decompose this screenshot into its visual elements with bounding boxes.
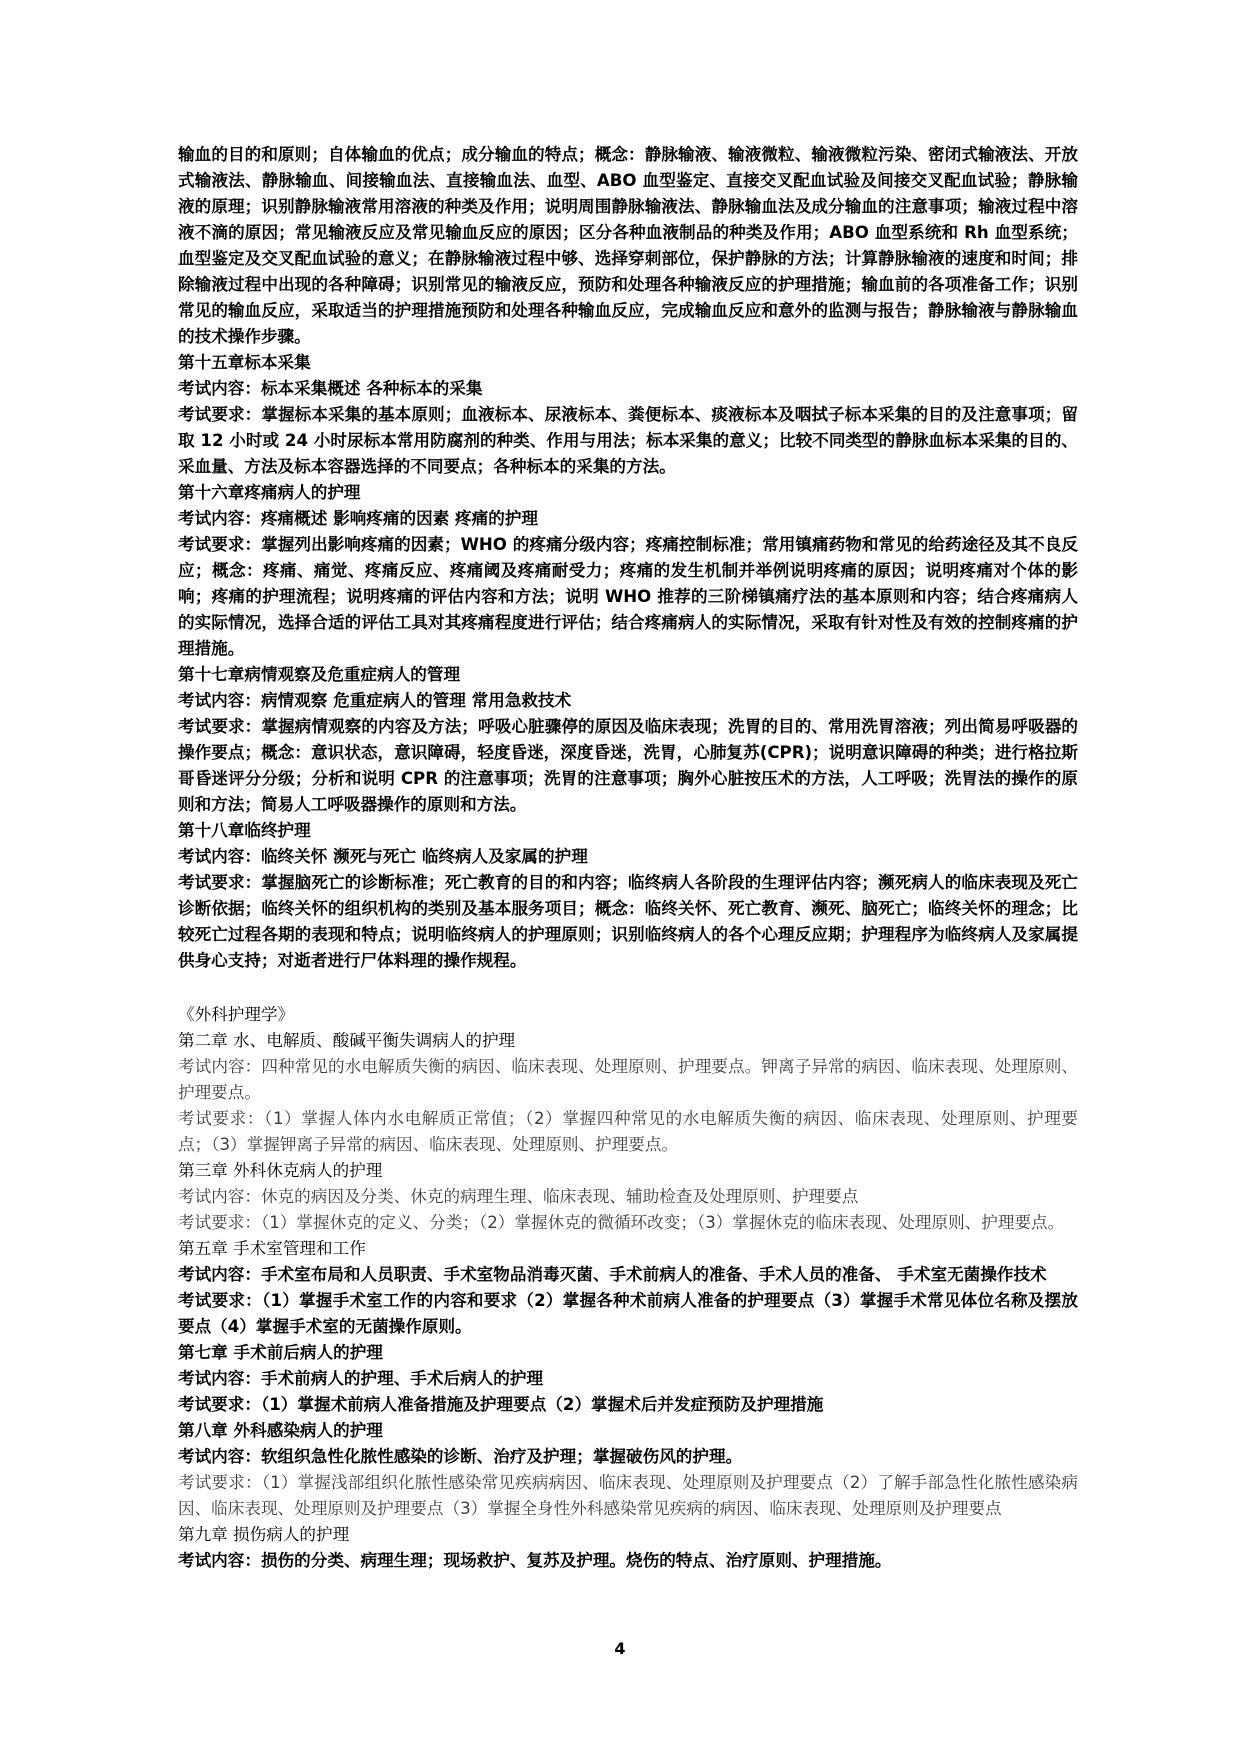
chapter-heading-5: 第五章 手术室管理和工作 bbox=[178, 1239, 366, 1258]
page-content bbox=[178, 142, 1078, 1574]
chapter-heading-8: 第八章 外科感染病人的护理 bbox=[178, 1421, 383, 1440]
exam-requirements-18: 考试要求：掌握脑死亡的诊断标准；死亡教育的目的和内容；临终病人各阶段的生理评估内容；濒死病人的临床表现及死亡诊断依据；临终关怀的组织机构的类别及基本服务项目；概念：临终关怀、死亡教育、濒死、脑死亡；临终关怀的理念；比较死亡过程各期的表现和特点；说明临终病人的护理原则；识别临终病人的各个心理反应期；护理程序为临终病人及家属提供身心支持；对逝者进行尸体料理的操作规程。 bbox=[178, 873, 1078, 970]
exam-content-18: 考试内容：临终关怀 濒死与死亡 临终病人及家属的护理 bbox=[178, 847, 588, 866]
chapter-heading-9: 第九章 损伤病人的护理 bbox=[178, 1525, 350, 1544]
chapter-heading-2: 第二章 水、电解质、酸碱平衡失调病人的护理 bbox=[178, 1031, 516, 1050]
exam-requirements-8: 考试要求：（1）掌握浅部组织化脓性感染常见疾病病因、临床表现、处理原则及护理要点（2）了解手部急性化脓性感染病因、临床表现、处理原则及护理要点（3）掌握全身性外科感染常见疾病的病因、临床表现、处理原则及护理要点 bbox=[178, 1473, 1078, 1518]
exam-requirements-3: 考试要求：（1）掌握休克的定义、分类；（2）掌握休克的微循环改变；（3）掌握休克的临床表现、处理原则、护理要点。 bbox=[178, 1213, 1065, 1232]
exam-requirements-7: 考试要求：（1）掌握术前病人准备措施及护理要点（2）掌握术后并发症预防及护理措施 bbox=[178, 1395, 824, 1414]
page-number: 4 bbox=[614, 1639, 626, 1658]
exam-content-9: 考试内容：损伤的分类、病理生理；现场救护、复苏及护理。烧伤的特点、治疗原则、护理措施。 bbox=[178, 1551, 892, 1570]
chapter-heading-18: 第十八章临终护理 bbox=[178, 821, 311, 840]
exam-requirements-5: 考试要求：（1）掌握手术室工作的内容和要求（2）掌握各种术前病人准备的护理要点（3）掌握手术常见体位名称及摆放要点（4）掌握手术室的无菌操作原则。 bbox=[178, 1291, 1078, 1336]
exam-content-16: 考试内容：疼痛概述 影响疼痛的因素 疼痛的护理 bbox=[178, 509, 539, 528]
exam-content-17: 考试内容：病情观察 危重症病人的管理 常用急救技术 bbox=[178, 691, 572, 710]
chapter-heading-7: 第七章 手术前后病人的护理 bbox=[178, 1343, 383, 1362]
chapter-heading-16: 第十六章疼痛病人的护理 bbox=[178, 483, 361, 502]
exam-content-2: 考试内容：四种常见的水电解质失衡的病因、临床表现、处理原则、护理要点。钾离子异常的病因、临床表现、处理原则、护理要点。 bbox=[178, 1057, 1078, 1102]
exam-requirements-15: 考试要求：掌握标本采集的基本原则；血液标本、尿液标本、粪便标本、痰液标本及咽拭子标本采集的目的及注意事项；留取 12 小时或 24 小时尿标本常用防腐剂的种类、作用与用法；标本采集的意义；比较不同类型的静脉血标本采集的目的、采血量、方法及标本容器选择的不同要点；各种标本的采集的方法。 bbox=[178, 405, 1078, 476]
paragraph-transfusion-requirements: 输血的目的和原则；自体输血的优点；成分输血的特点；概念：静脉输液、输液微粒、输液微粒污染、密闭式输液法、开放式输液法、静脉输血、间接输血法、直接输血法、血型、ABO 血型鉴定、直接交叉配血试验及间接交叉配血试验；静脉输液的原理；识别静脉输液常用溶液的种类及作用；说明周围静脉输液法、静脉输血法及成分输血的注意事项；输液过程中溶液不滴的原因；常见输液反应及常见输血反应的原因；区分各种血液制品的种类及作用；ABO 血型系统和 Rh 血型系统；血型鉴定及交叉配血试验的意义；在静脉输液过程中够、选择穿刺部位，保护静脉的方法；计算静脉输液的速度和时间；排除输液过程中出现的各种障碍；识别常见的输液反应，预防和处理各种输液反应的护理措施；输血前的各项准备工作；识别常见的输血反应，采取适当的护理措施预防和处理各种输血反应，完成输血反应和意外的监测与报告；静脉输液与静脉输血的技术操作步骤。 bbox=[178, 145, 1078, 346]
exam-content-5: 考试内容：手术室布局和人员职责、手术室物品消毒灭菌、手术前病人的准备、手术人员的准备、 手术室无菌操作技术 bbox=[178, 1265, 1047, 1284]
exam-requirements-2: 考试要求：（1）掌握人体内水电解质正常值；（2）掌握四种常见的水电解质失衡的病因、临床表现、处理原则、护理要点；（3）掌握钾离子异常的病因、临床表现、处理原则、护理要点。 bbox=[178, 1109, 1078, 1154]
exam-content-7: 考试内容：手术前病人的护理、手术后病人的护理 bbox=[178, 1369, 544, 1388]
exam-requirements-17: 考试要求：掌握病情观察的内容及方法；呼吸心脏骤停的原因及临床表现；洗胃的目的、常用洗胃溶液；列出简易呼吸器的操作要点；概念：意识状态，意识障碍，轻度昏迷，深度昏迷，洗胃，心肺复苏(CPR)；说明意识障碍的种类；进行格拉斯哥昏迷评分分级；分析和说明 CPR 的注意事项；洗胃的注意事项；胸外心脏按压术的方法，人工呼吸；洗胃法的操作的原则和方法；简易人工呼吸器操作的原则和方法。 bbox=[178, 717, 1078, 814]
exam-content-8: 考试内容：软组织急性化脓性感染的诊断、治疗及护理；掌握破伤风的护理。 bbox=[178, 1447, 743, 1466]
chapter-heading-3: 第三章 外科休克病人的护理 bbox=[178, 1161, 383, 1180]
exam-content-3: 考试内容：休克的病因及分类、休克的病理生理、临床表现、辅助检查及处理原则、护理要点 bbox=[178, 1187, 859, 1206]
book-title-surgical-nursing: 《外科护理学》 bbox=[178, 1005, 295, 1024]
exam-requirements-16: 考试要求：掌握列出影响疼痛的因素；WHO 的疼痛分级内容；疼痛控制标准；常用镇痛药物和常见的给药途径及其不良反应；概念：疼痛、痛觉、疼痛反应、疼痛阈及疼痛耐受力；疼痛的发生机制并举例说明疼痛的原因；说明疼痛对个体的影响；疼痛的护理流程；说明疼痛的评估内容和方法；说明 WHO 推荐的三阶梯镇痛疗法的基本原则和内容；结合疼痛病人的实际情况，选择合适的评估工具对其疼痛程度进行评估；结合疼痛病人的实际情况，采取有针对性及有效的控制疼痛的护理措施。 bbox=[178, 535, 1078, 658]
chapter-heading-17: 第十七章病情观察及危重症病人的管理 bbox=[178, 665, 461, 684]
chapter-heading-15: 第十五章标本采集 bbox=[178, 353, 311, 372]
section-spacer bbox=[178, 974, 1078, 1002]
exam-content-15: 考试内容：标本采集概述 各种标本的采集 bbox=[178, 379, 483, 398]
